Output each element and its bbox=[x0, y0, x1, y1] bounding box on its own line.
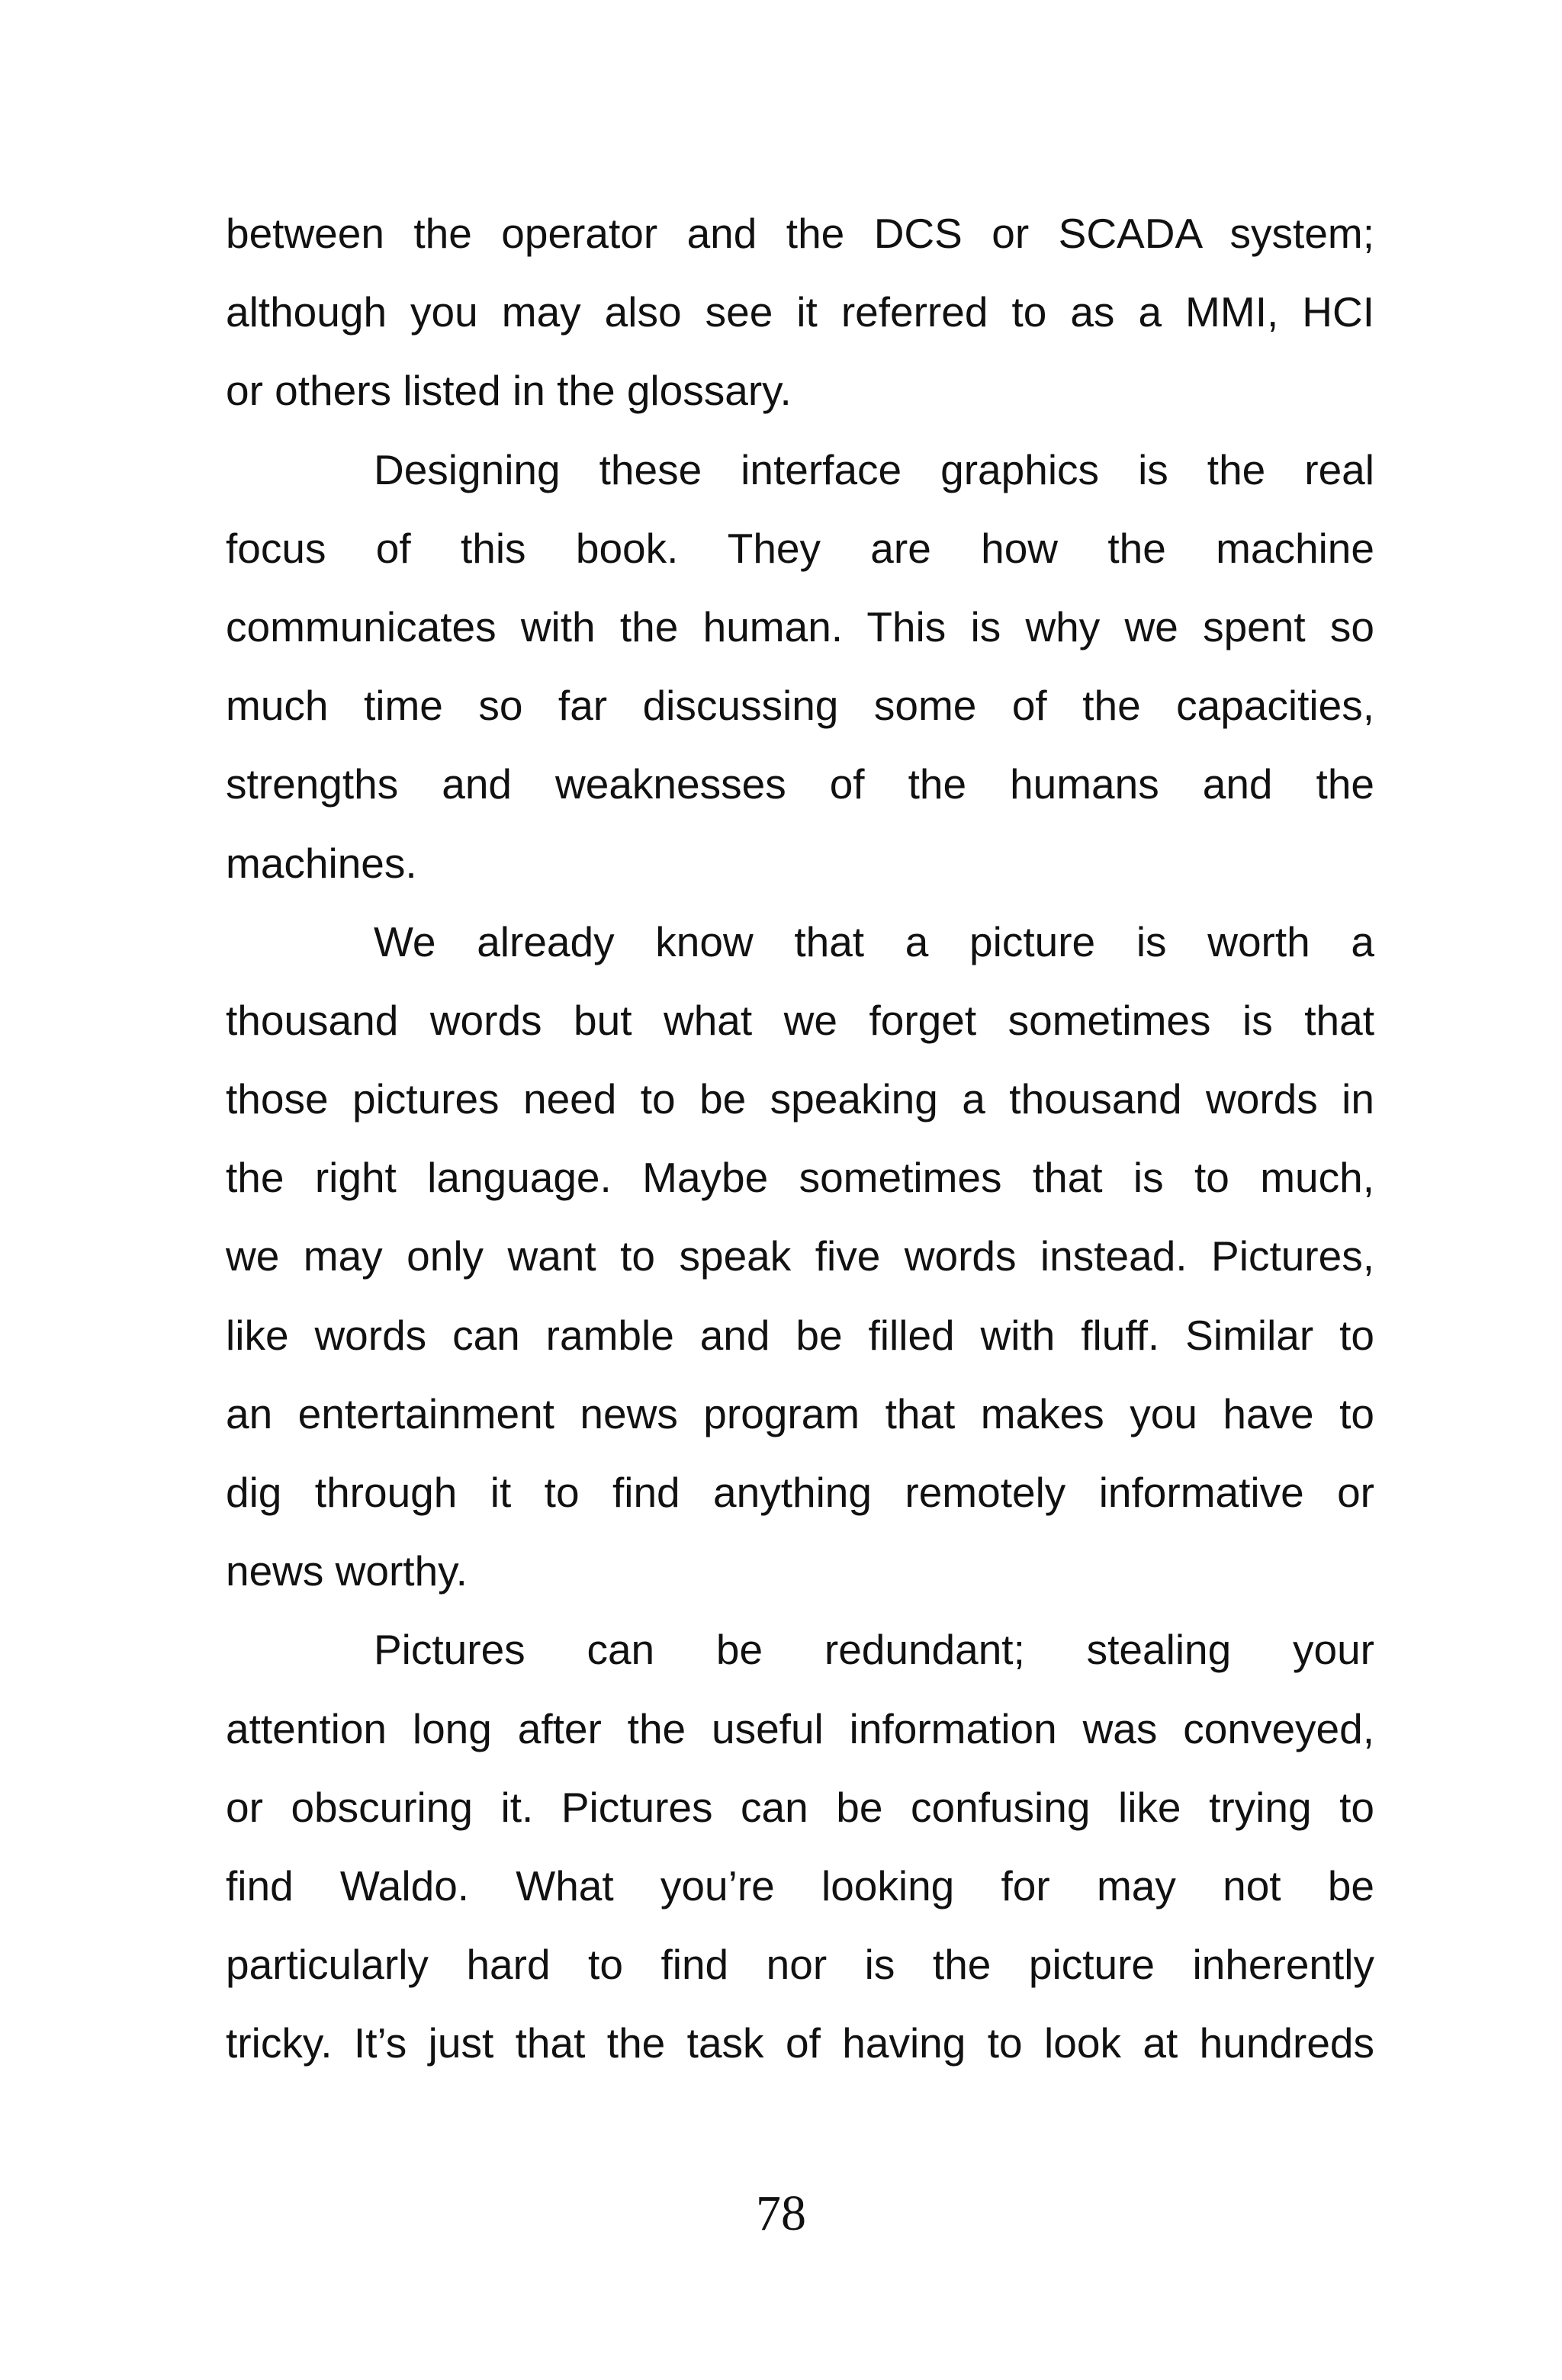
text-line: news worthy. bbox=[226, 1547, 468, 1595]
text-line: machines. bbox=[226, 839, 417, 887]
body-text bbox=[226, 194, 1374, 2083]
text-line: we may only want to speak five words instead. Pictures, bbox=[226, 1232, 1374, 1280]
page-number: 78 bbox=[756, 2186, 806, 2241]
text-line: Pictures can be redundant; stealing your bbox=[374, 1626, 1374, 1674]
text-line: communicates with the human. This is why we spent so bbox=[226, 602, 1374, 650]
text-line: thousand words but what we forget sometimes is that bbox=[226, 996, 1374, 1044]
text-line: dig through it to find anything remotely informative or bbox=[226, 1469, 1374, 1516]
text-line: an entertainment news program that makes you have to bbox=[226, 1389, 1374, 1437]
text-line: or obscuring it. Pictures can be confusing like trying to bbox=[226, 1783, 1374, 1831]
text-line: find Waldo. What you’re looking for may not be bbox=[226, 1861, 1374, 1909]
text-line: like words can ramble and be filled with fluff. Similar to bbox=[226, 1311, 1374, 1359]
text-line: tricky. It’s just that the task of having to look at hundreds bbox=[226, 2019, 1374, 2067]
text-line: or others listed in the glossary. bbox=[226, 367, 792, 415]
text-line: the right language. Maybe sometimes that is to much, bbox=[226, 1154, 1374, 1202]
text-line: attention long after the useful information was conveyed, bbox=[226, 1704, 1374, 1752]
text-line: strengths and weaknesses of the humans and the bbox=[226, 760, 1374, 808]
text-line: although you may also see it referred to as a MMI, HCI bbox=[226, 288, 1374, 336]
text-line: much time so far discussing some of the capacities, bbox=[226, 682, 1374, 730]
text-line: particularly hard to find nor is the picture inherently bbox=[226, 1941, 1374, 1989]
text-line: those pictures need to be speaking a thousand words in bbox=[226, 1075, 1374, 1123]
text-line: between the operator and the DCS or SCADA system; bbox=[226, 210, 1374, 257]
text-line: Designing these interface graphics is the real bbox=[374, 445, 1374, 493]
text-line: We already know that a picture is worth a bbox=[374, 917, 1374, 965]
text-line: focus of this book. They are how the machine bbox=[226, 524, 1374, 572]
